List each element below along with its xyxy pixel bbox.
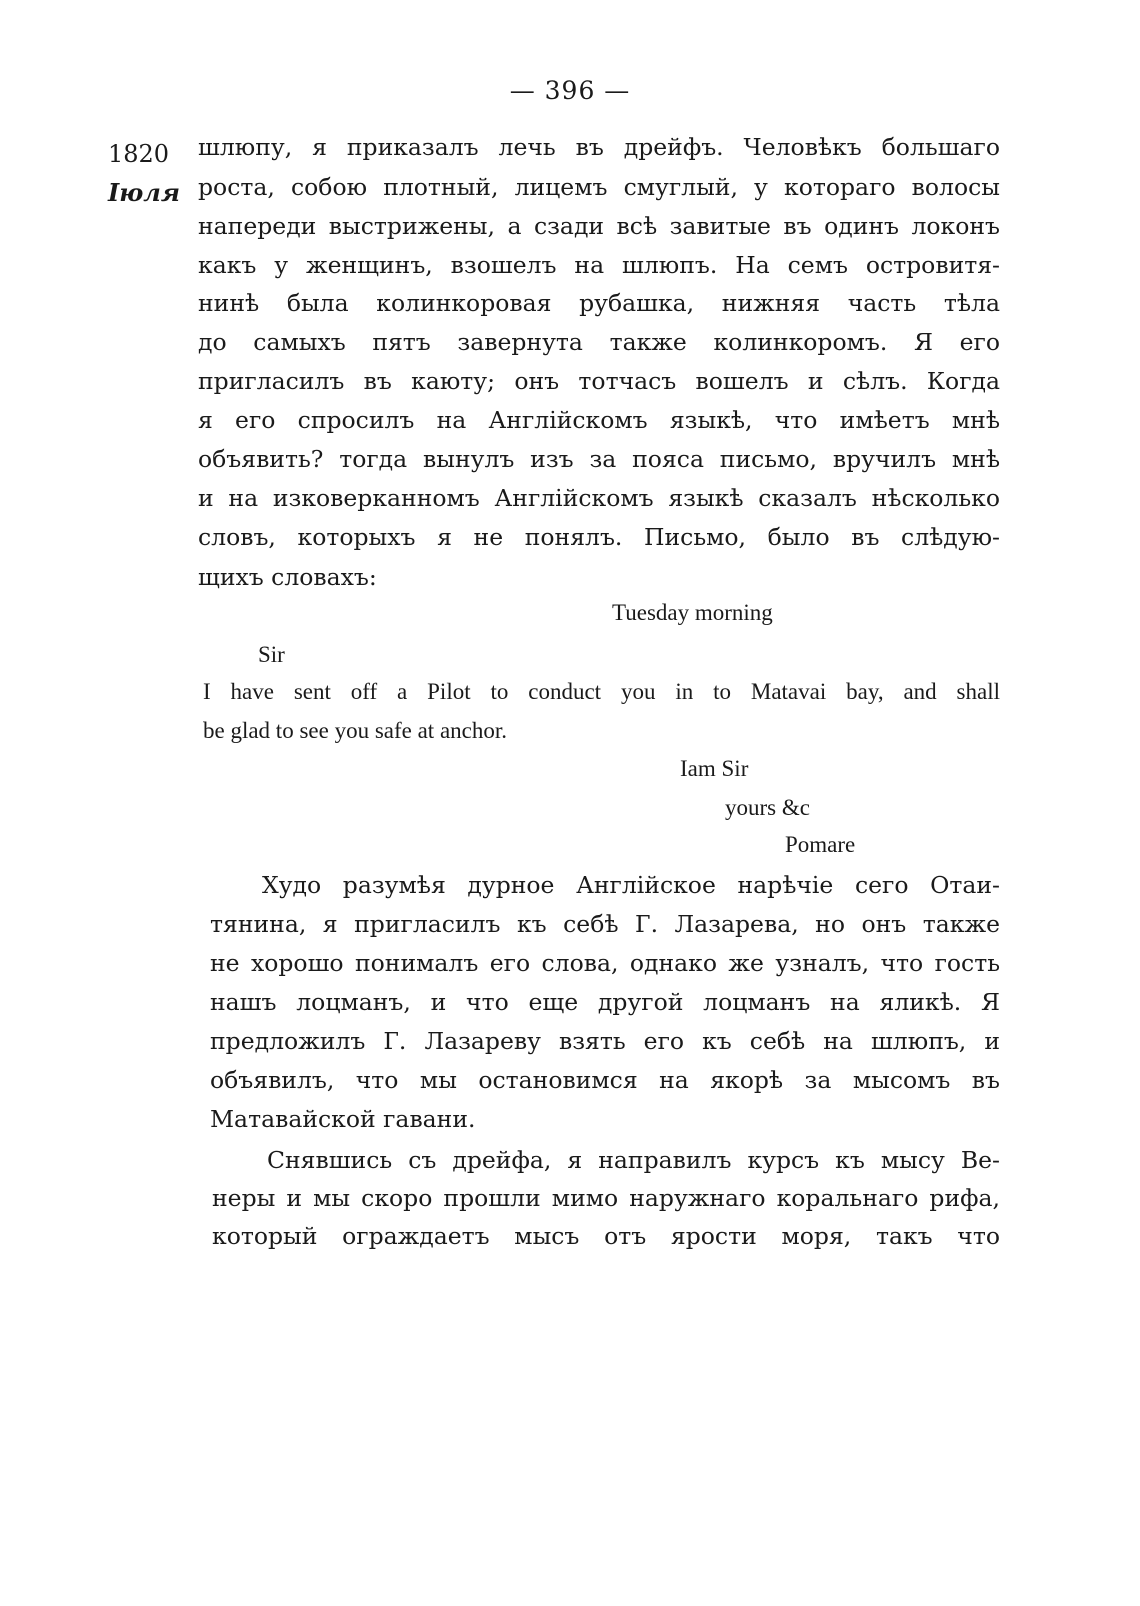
letter-body-line: I have sent off a Pilot to conduct you in to Matavai bay, and shall [203, 679, 1000, 704]
paragraph-line: неры и мы скоро прошли мимо наружнаго коральнаго рифа, [212, 1184, 1000, 1212]
letter-body-line: be glad to see you safe at anchor. [203, 718, 507, 743]
paragraph-line: нинѣ была колинкоровая рубашка, нижняя часть тѣла [198, 289, 1000, 317]
paragraph-line: щихъ словахъ: [198, 563, 377, 591]
paragraph-line: роста, собою плотный, лицемъ смуглый, у котораго волосы [198, 173, 1000, 201]
paragraph-line: Снявшись съ дрейфа, я направилъ курсъ къ мысу Ве- [267, 1146, 1000, 1174]
paragraph-line: словъ, которыхъ я не понялъ. Письмо, было въ слѣдую- [198, 523, 1000, 551]
margin-month: Іюля [108, 178, 180, 207]
letter-signature: Pomare [785, 832, 856, 857]
paragraph-line: предложилъ Г. Лазареву взять его къ себѣ на шлюпъ, и [210, 1027, 1000, 1055]
paragraph-line: нашъ лоцманъ, и что еще другой лоцманъ на яликѣ. Я [210, 988, 1000, 1016]
margin-year: 1820 [108, 140, 170, 168]
paragraph-line: объявилъ, что мы остановимся на якорѣ за мысомъ въ [210, 1066, 1000, 1094]
paragraph-line: напереди выстрижены, а сзади всѣ завитые въ одинъ локонъ [198, 212, 1000, 240]
paragraph-line: пригласилъ въ каюту; онъ тотчасъ вошелъ и сѣлъ. Когда [198, 367, 1000, 395]
paragraph-line: не хорошо понималъ его слова, однако же узналъ, что гость [210, 949, 1000, 977]
paragraph-line: объявить? тогда вынулъ изъ за пояса письмо, вручилъ мнѣ [198, 445, 1000, 473]
paragraph-line: Матавайской гавани. [210, 1105, 476, 1133]
paragraph-line: Худо разумѣя дурное Англійское нарѣчіе сего Отаи- [262, 871, 1000, 899]
letter-closing: yours &c [725, 795, 810, 820]
paragraph-line: я его спросилъ на Англійскомъ языкѣ, что имѣетъ мнѣ [198, 406, 1000, 434]
letter-salutation: Sir [258, 642, 285, 667]
page-number: — 396 — [509, 76, 631, 105]
paragraph-line: какъ у женщинъ, взошелъ на шлюпъ. На семъ островитя- [198, 251, 1000, 279]
paragraph-line: который ограждаетъ мысъ отъ ярости моря, такъ что [212, 1222, 1000, 1250]
paragraph-line: до самыхъ пятъ завернута также колинкоромъ. Я его [198, 328, 1000, 356]
paragraph-line: тянина, я пригласилъ къ себѣ Г. Лазарева, но онъ также [210, 910, 1000, 938]
letter-closing: Iam Sir [680, 756, 749, 781]
paragraph-line: и на изковерканномъ Англійскомъ языкѣ сказалъ нѣсколько [198, 484, 1000, 512]
paragraph-line: шлюпу, я приказалъ лечь въ дрейфъ. Человѣкъ большаго [198, 133, 1000, 161]
letter-date: Tuesday morning [612, 600, 773, 625]
